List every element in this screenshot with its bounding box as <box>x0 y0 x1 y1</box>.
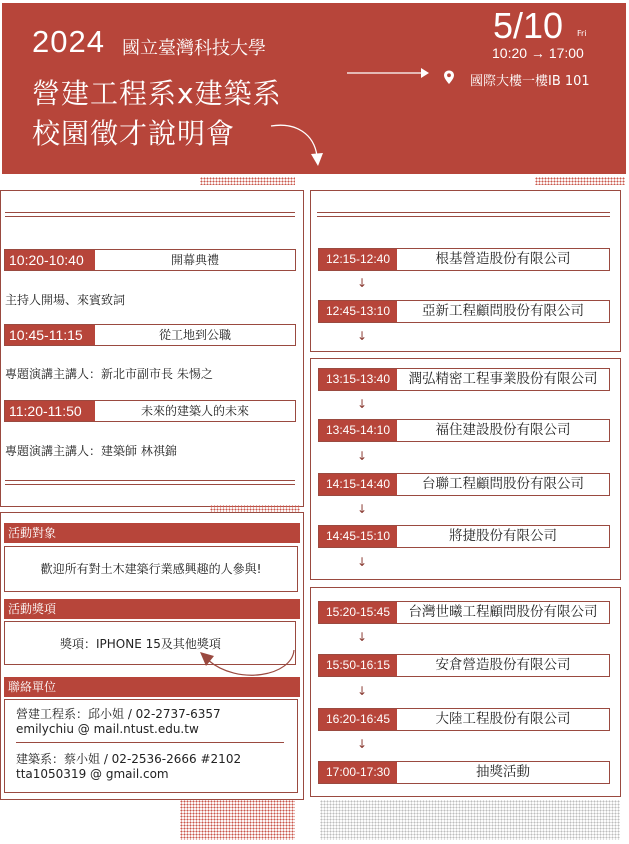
schedule-title: 未來的建築人的未來 <box>140 404 249 418</box>
company-slot-time: 12:15-12:40 <box>319 249 397 270</box>
schedule-time: 11:20-11:50 <box>5 401 95 421</box>
curved-arrow-icon <box>268 118 326 168</box>
company-slot-time: 13:15-13:40 <box>319 369 397 390</box>
company-slot <box>318 419 610 442</box>
down-arrow-icon: ↓ <box>357 630 368 644</box>
schedule-detail: 主持人開場、來賓致詞 <box>5 293 126 307</box>
dot-pattern <box>180 800 295 840</box>
prize-text: 獎項：IPHONE 15及其他獎項 <box>4 621 296 665</box>
contact-label: 聯絡單位 <box>4 677 300 697</box>
audience-label: 活動對象 <box>4 523 300 543</box>
schedule-detail: 專題演講主講人：新北市副市長 朱惕之 <box>5 367 213 381</box>
left-schedule-panel <box>0 190 304 507</box>
company-slot-time: 16:20-16:45 <box>319 709 397 730</box>
schedule-item <box>4 400 296 422</box>
company-name: 亞新工程顧問股份有限公司 <box>422 303 584 319</box>
event-date: 5/10 <box>493 5 564 46</box>
schedule-title: 從工地到公職 <box>158 328 231 342</box>
contact-phone: 營建工程系：邱小姐 / 02-2737-6357 <box>16 707 221 721</box>
contact-email: emilychiu @ mail.ntust.edu.tw <box>16 722 199 736</box>
down-arrow-icon: ↓ <box>357 449 368 463</box>
down-arrow-icon: ↓ <box>357 276 368 290</box>
event-year: 2024 <box>32 24 105 59</box>
location-pin-icon <box>443 70 455 85</box>
dot-pattern <box>320 800 620 840</box>
divider <box>16 742 284 743</box>
company-slot-time: 14:45-15:10 <box>319 526 397 547</box>
company-slot <box>318 601 610 624</box>
company-name: 大陸工程股份有限公司 <box>435 711 571 727</box>
audience-text: 歡迎所有對土木建築行業感興趣的人參與! <box>4 546 298 592</box>
event-time-range: 10:20 → 17:00 <box>492 45 584 61</box>
company-slot <box>318 761 610 784</box>
contact-email: tta1050319 @ gmail.com <box>16 767 169 781</box>
prize-label: 活動獎項 <box>4 599 300 619</box>
company-slot-time: 12:45-13:10 <box>319 301 397 322</box>
company-name: 安倉營造股份有限公司 <box>435 657 571 673</box>
company-slot-time: 13:45-14:10 <box>319 420 397 441</box>
schedule-item <box>4 249 296 271</box>
dot-pattern <box>210 505 300 512</box>
down-arrow-icon: ↓ <box>357 397 368 411</box>
company-name: 抽獎活動 <box>476 764 530 780</box>
company-name: 台灣世曦工程顧問股份有限公司 <box>408 604 598 620</box>
contact-entry <box>16 752 241 782</box>
company-name: 潤弘精密工程事業股份有限公司 <box>408 371 598 387</box>
down-arrow-icon: ↓ <box>357 684 368 698</box>
company-name: 根基營造股份有限公司 <box>435 251 571 267</box>
contact-entry <box>16 707 221 737</box>
company-name: 福住建設股份有限公司 <box>435 422 571 438</box>
company-slot-time: 15:20-15:45 <box>319 602 397 623</box>
double-divider <box>5 212 295 217</box>
dot-pattern <box>200 177 295 185</box>
company-slot <box>318 708 610 731</box>
double-divider <box>317 212 610 217</box>
event-title-line1: 營建工程系x建築系 <box>32 77 282 110</box>
down-arrow-icon: ↓ <box>357 502 368 516</box>
event-day-of-week: Fri <box>577 29 587 38</box>
down-arrow-icon: ↓ <box>357 737 368 751</box>
schedule-detail: 專題演講主講人：建築師 林祺錦 <box>5 444 177 458</box>
schedule-time: 10:45-11:15 <box>5 325 95 345</box>
company-slot <box>318 368 610 391</box>
company-name: 將捷股份有限公司 <box>449 528 557 544</box>
down-arrow-icon: ↓ <box>357 555 368 569</box>
company-slot <box>318 473 610 496</box>
company-slot-time: 17:00-17:30 <box>319 762 397 783</box>
company-name: 台聯工程顧問股份有限公司 <box>422 476 584 492</box>
company-slot <box>318 248 610 271</box>
event-title-line2: 校園徵才說明會 <box>32 117 236 150</box>
university-name: 國立臺灣科技大學 <box>122 38 266 59</box>
dot-pattern <box>535 177 625 185</box>
event-location: 國際大樓一樓IB 101 <box>470 74 590 89</box>
company-slot-time: 15:50-16:15 <box>319 655 397 676</box>
contact-phone: 建築系：蔡小姐 / 02-2536-2666 #2102 <box>16 752 242 766</box>
company-slot-time: 14:15-14:40 <box>319 474 397 495</box>
schedule-title: 開幕典禮 <box>170 253 219 267</box>
company-slot <box>318 654 610 677</box>
double-divider <box>5 480 295 485</box>
company-slot <box>318 525 610 548</box>
right-arrow-icon <box>345 66 430 80</box>
down-arrow-icon: ↓ <box>357 329 368 343</box>
schedule-item <box>4 324 296 346</box>
company-slot <box>318 300 610 323</box>
schedule-time: 10:20-10:40 <box>5 250 95 270</box>
